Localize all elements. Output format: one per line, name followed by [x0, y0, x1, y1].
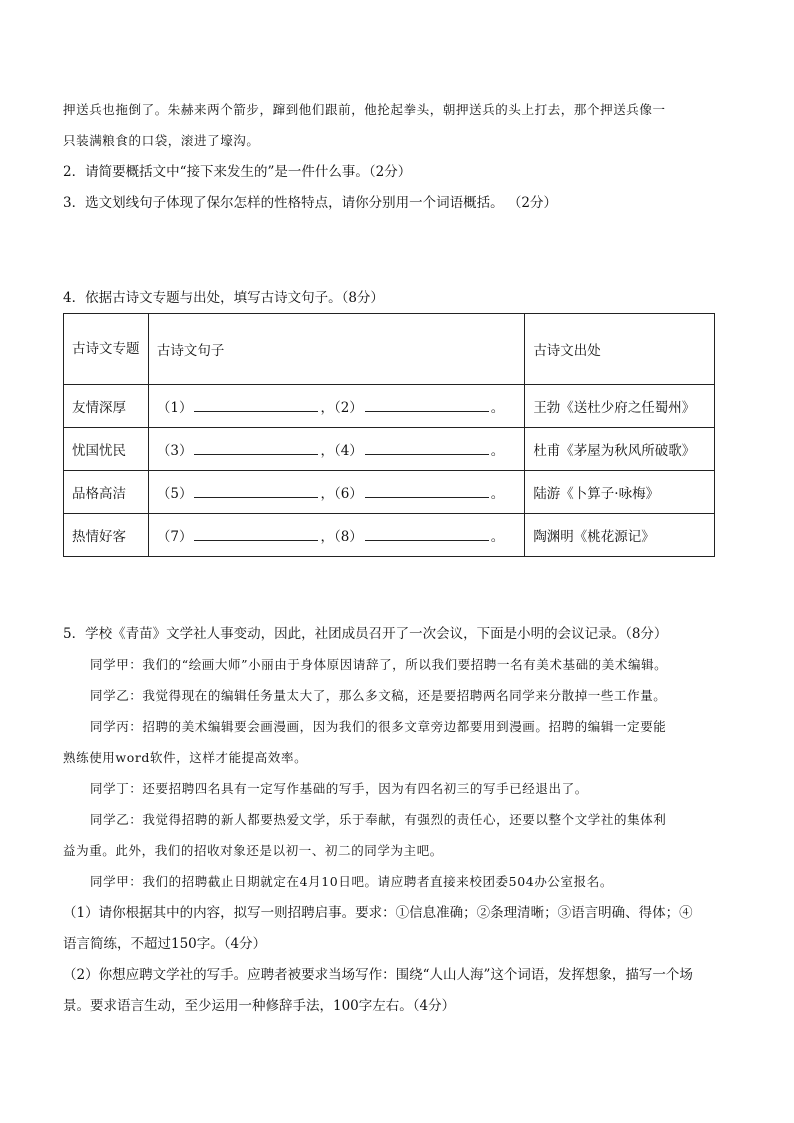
answer-blank[interactable] — [194, 399, 318, 412]
topic-cell: 品格高洁 — [64, 471, 149, 514]
passage-line: 只装满粮食的口袋，滚进了壕沟。 — [63, 133, 260, 148]
source-cell: 王勃《送杜少府之任蜀州》 — [525, 385, 715, 428]
header-topic: 古诗文专题 — [64, 314, 149, 385]
period: 。 — [490, 400, 505, 416]
period: 。 — [490, 529, 505, 545]
table-row — [64, 385, 715, 428]
passage-line: 押送兵也拖倒了。朱赫来两个箭步，蹿到他们跟前，他抡起拳头，朝押送兵的头上打去，那个押送兵像一 — [63, 102, 666, 117]
answer-blank[interactable] — [194, 528, 318, 541]
blank-label: （7） — [156, 529, 193, 545]
answer-blank[interactable] — [365, 442, 489, 455]
source-cell: 陶渊明《桃花源记》 — [525, 514, 715, 557]
table-header-row — [64, 314, 715, 385]
minutes-line: 同学甲：我们的招聘截止日期就定在4月10日吧。请应聘者直接来校团委504办公室报名。 — [90, 874, 613, 889]
answer-blank[interactable] — [194, 442, 318, 455]
question-4-title: 4．依据古诗文专题与出处，填写古诗文句子。（8分） — [63, 290, 384, 306]
blank-label: （1） — [156, 400, 193, 416]
blank-label: （3） — [156, 443, 193, 459]
blank-label: ，（6） — [320, 486, 363, 502]
poetry-table — [63, 313, 715, 557]
subquestion-1-cont: 语言简练，不超过150字。（4分） — [63, 936, 267, 952]
header-source: 古诗文出处 — [525, 314, 715, 385]
minutes-line: 同学丙：招聘的美术编辑要会画漫画，因为我们的很多文章旁边都要用到漫画。招聘的编辑一定要能 — [90, 719, 667, 734]
sentence-cell — [148, 471, 524, 514]
blank-label: （5） — [156, 486, 193, 502]
subquestion-2-cont: 景。要求语言生动，至少运用一种修辞手法，100字左右。（4分） — [63, 998, 456, 1014]
question-3: 3．选文划线句子体现了保尔怎样的性格特点，请你分别用一个词语概括。 （2分） — [63, 195, 557, 211]
table-row — [64, 514, 715, 557]
header-sentence: 古诗文句子 — [148, 314, 524, 385]
blank-label: ，（8） — [320, 529, 363, 545]
minutes-line: 益为重。此外，我们的招收对象还是以初一、初二的同学为主吧。 — [63, 843, 443, 858]
minutes-line: 同学乙：我觉得招聘的新人都要热爱文学，乐于奉献，有强烈的责任心，还要以整个文学社的集体利 — [90, 812, 667, 827]
blank-label: ，（2） — [320, 400, 363, 416]
question-5-title: 5．学校《青苗》文学社人事变动，因此，社团成员召开了一次会议，下面是小明的会议记录。（8分） — [63, 626, 668, 642]
minutes-line: 熟练使用word软件，这样才能提高效率。 — [63, 750, 308, 765]
subquestion-1: （1）请你根据其中的内容，拟写一则招聘启事。要求：①信息准确；②条理清晰；③语言明确、得体；④ — [63, 905, 693, 921]
minutes-line: 同学乙：我觉得现在的编辑任务量太大了，那么多文稿，还是要招聘两名同学来分散掉一些工作量。 — [90, 688, 667, 703]
period: 。 — [490, 443, 505, 459]
minutes-line: 同学甲：我们的“绘画大师”小丽由于身体原因请辞了，所以我们要招聘一名有美术基础的美术编辑。 — [90, 657, 668, 672]
topic-cell: 忧国忧民 — [64, 428, 149, 471]
question-2: 2．请简要概括文中“接下来发生的”是一件什么事。（2分） — [63, 164, 412, 180]
minutes-line: 同学丁：还要招聘四名具有一定写作基础的写手，因为有四名初三的写手已经退出了。 — [90, 781, 588, 796]
source-cell: 陆游《卜算子·咏梅》 — [525, 471, 715, 514]
source-cell: 杜甫《茅屋为秋风所破歌》 — [525, 428, 715, 471]
sentence-cell — [148, 428, 524, 471]
answer-blank[interactable] — [194, 485, 318, 498]
sentence-cell — [148, 514, 524, 557]
topic-cell: 友情深厚 — [64, 385, 149, 428]
subquestion-2: （2）你想应聘文学社的写手。应聘者被要求当场写作：围绕“人山人海”这个词语，发挥想象，描写一个场 — [63, 967, 693, 983]
sentence-cell — [148, 385, 524, 428]
table-row — [64, 471, 715, 514]
answer-blank[interactable] — [365, 528, 489, 541]
answer-blank[interactable] — [365, 399, 489, 412]
topic-cell: 热情好客 — [64, 514, 149, 557]
answer-blank[interactable] — [365, 485, 489, 498]
period: 。 — [490, 486, 505, 502]
blank-label: ，（4） — [320, 443, 363, 459]
table-row — [64, 428, 715, 471]
